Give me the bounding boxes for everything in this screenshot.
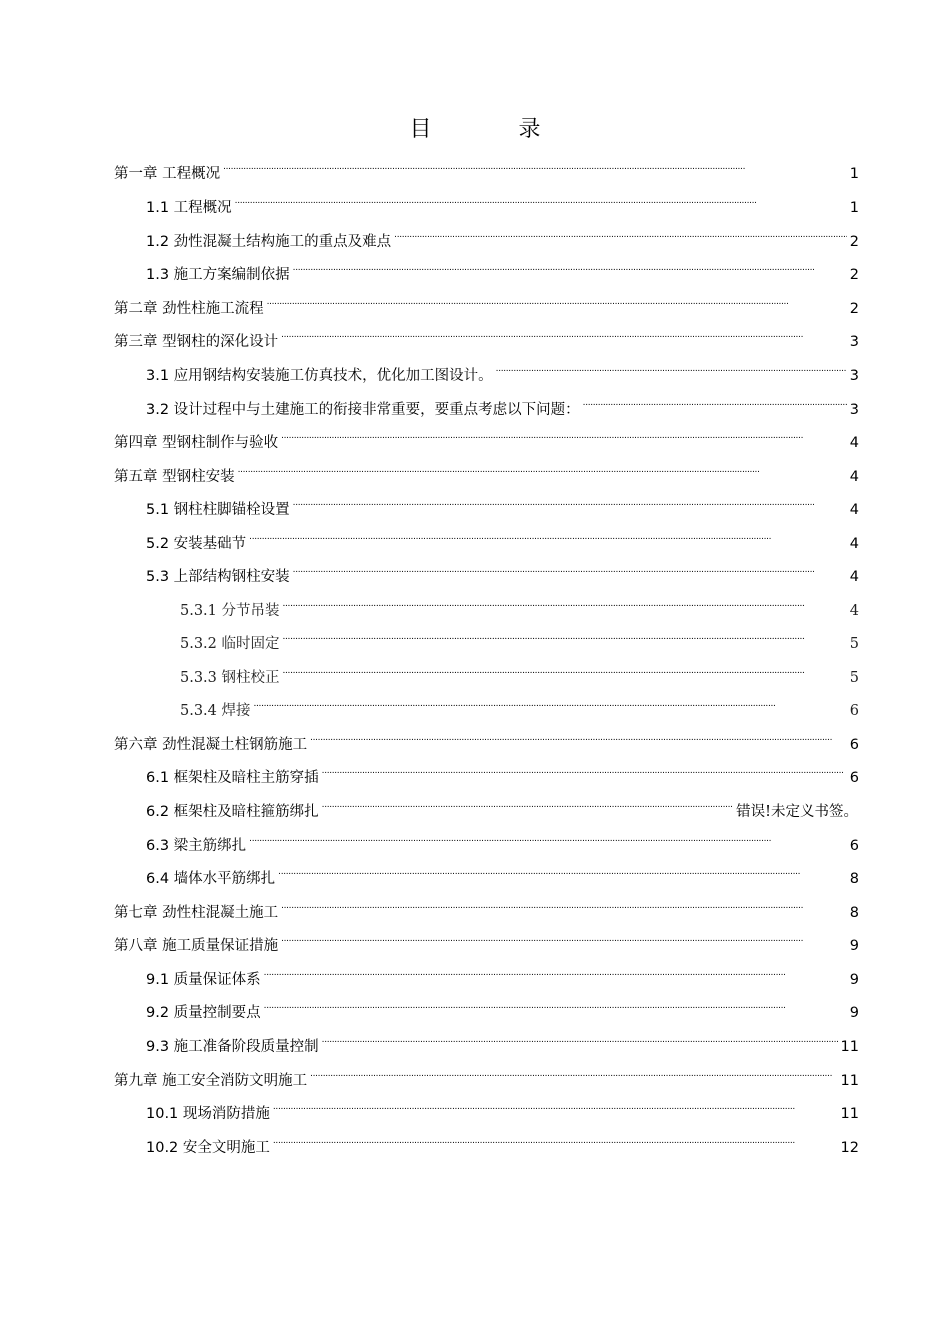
dot-leader — [322, 760, 847, 782]
dot-leader — [293, 257, 847, 279]
toc-entry-page: 6 — [849, 703, 859, 719]
toc-entry[interactable] — [114, 928, 859, 954]
toc-entry-label: 6.2 框架柱及暗柱箍筋绑扎 — [146, 804, 319, 820]
dot-leader — [267, 291, 847, 313]
toc-entry-label: 3.2 设计过程中与土建施工的衔接非常重要，要重点考虑以下问题： — [146, 402, 580, 418]
toc-entry[interactable] — [114, 156, 859, 182]
toc-title: 目 录 — [409, 117, 581, 142]
toc-entry-page: 4 — [849, 603, 859, 619]
toc-entry[interactable] — [146, 526, 859, 552]
toc-entry[interactable] — [146, 358, 859, 384]
dot-leader — [293, 492, 847, 514]
toc-entry-label: 1.1 工程概况 — [146, 200, 232, 216]
dot-leader — [283, 626, 847, 648]
toc-entry-label: 5.3.3 钢柱校正 — [180, 670, 280, 686]
toc-entry-label: 第四章 型钢柱制作与验收 — [114, 435, 279, 451]
toc-entry-page: 2 — [849, 301, 859, 317]
toc-entry-page: 1 — [849, 166, 859, 182]
toc-entry[interactable] — [114, 895, 859, 921]
dot-leader — [293, 559, 847, 581]
toc-entry-page: 4 — [849, 435, 859, 451]
toc-entry[interactable] — [146, 760, 859, 786]
toc-entry[interactable] — [146, 828, 859, 854]
toc-entry-page: 11 — [840, 1073, 859, 1089]
dot-leader — [235, 190, 847, 212]
dot-leader — [264, 995, 847, 1017]
toc-entry-label: 5.3.1 分节吊装 — [180, 603, 280, 619]
toc-entry[interactable] — [114, 459, 859, 485]
toc-entry[interactable] — [180, 626, 859, 652]
toc-entry-label: 第一章 工程概况 — [114, 166, 221, 182]
toc-entry-label: 第五章 型钢柱安装 — [114, 469, 235, 485]
toc-entry-page: 4 — [849, 502, 859, 518]
toc-entry-label: 6.3 梁主筋绑扎 — [146, 838, 247, 854]
dot-leader — [249, 526, 847, 548]
dot-leader — [278, 861, 847, 883]
toc-entry-page: 8 — [849, 871, 859, 887]
toc-entry[interactable] — [180, 660, 859, 686]
toc-entry[interactable] — [146, 559, 859, 585]
toc-entry[interactable] — [114, 425, 859, 451]
toc-entry-page: 11 — [840, 1039, 859, 1055]
toc-entry-label: 9.3 施工准备阶段质量控制 — [146, 1039, 319, 1055]
toc-entry-page: 3 — [849, 402, 859, 418]
toc-entry[interactable] — [114, 727, 859, 753]
toc-entry[interactable] — [146, 224, 859, 250]
toc-entry[interactable] — [114, 1063, 859, 1089]
toc-entry[interactable] — [180, 693, 859, 719]
dot-leader — [310, 1063, 837, 1085]
toc-entry-label: 第三章 型钢柱的深化设计 — [114, 334, 279, 350]
toc-entry[interactable] — [146, 995, 859, 1021]
toc-entry-page: 6 — [849, 737, 859, 753]
toc-entry-page: 6 — [849, 770, 859, 786]
toc-entry-label: 6.1 框架柱及暗柱主筋穿插 — [146, 770, 319, 786]
toc-entry-page: 5 — [849, 636, 859, 652]
dot-leader — [249, 828, 847, 850]
toc-entry[interactable] — [114, 324, 859, 350]
toc-entry-page: 6 — [849, 838, 859, 854]
toc-entry-page: 1 — [849, 200, 859, 216]
toc-entry-page: 12 — [840, 1140, 859, 1156]
toc-entry-label: 3.1 应用钢结构安装施工仿真技术，优化加工图设计。 — [146, 368, 493, 384]
dot-leader — [273, 1130, 838, 1152]
toc-entry-label: 5.1 钢柱柱脚锚栓设置 — [146, 502, 290, 518]
toc-entry-page: 11 — [840, 1106, 859, 1122]
toc-entry[interactable] — [146, 392, 859, 418]
dot-leader — [254, 693, 847, 715]
dot-leader — [281, 895, 847, 917]
toc-entry[interactable] — [146, 492, 859, 518]
toc-entry-label: 第七章 劲性柱混凝土施工 — [114, 905, 279, 921]
toc-entry-label: 第九章 施工安全消防文明施工 — [114, 1073, 308, 1089]
toc-entry[interactable] — [180, 593, 859, 619]
toc-entry[interactable] — [146, 190, 859, 216]
dot-leader — [583, 392, 847, 414]
dot-leader — [283, 660, 847, 682]
toc-entry-page: 4 — [849, 469, 859, 485]
toc-entry-label: 第六章 劲性混凝土柱钢筋施工 — [114, 737, 308, 753]
dot-leader — [310, 727, 847, 749]
dot-leader — [322, 794, 734, 816]
dot-leader — [283, 593, 847, 615]
toc-entry-page: 2 — [849, 234, 859, 250]
toc-entry-label: 5.3.2 临时固定 — [180, 636, 280, 652]
toc-entry-page: 9 — [849, 938, 859, 954]
toc-entry-label: 10.2 安全文明施工 — [146, 1140, 270, 1156]
toc-entry-label: 第八章 施工质量保证措施 — [114, 938, 279, 954]
dot-leader — [223, 156, 847, 178]
dot-leader — [394, 224, 847, 246]
toc-entry[interactable] — [146, 962, 859, 988]
toc-entry-label: 10.1 现场消防措施 — [146, 1106, 270, 1122]
toc-entry-label: 6.4 墙体水平筋绑扎 — [146, 871, 276, 887]
toc-entry-label: 9.1 质量保证体系 — [146, 972, 261, 988]
toc-entry-page: 4 — [849, 569, 859, 585]
toc-entry-label: 5.3.4 焊接 — [180, 703, 251, 719]
toc-entry-page: 4 — [849, 536, 859, 552]
toc-entry-page: 3 — [849, 368, 859, 384]
toc-entry-page: 错误!未定义书签。 — [736, 804, 858, 820]
toc-entry[interactable] — [114, 291, 859, 317]
toc-entry[interactable] — [146, 1130, 859, 1156]
toc-entry[interactable] — [146, 257, 859, 283]
dot-leader — [238, 459, 847, 481]
toc-entry-label: 1.2 劲性混凝土结构施工的重点及难点 — [146, 234, 392, 250]
toc-entry-label: 第二章 劲性柱施工流程 — [114, 301, 264, 317]
toc-entry-page: 2 — [849, 267, 859, 283]
dot-leader — [322, 1029, 838, 1051]
toc-entry-label: 1.3 施工方案编制依据 — [146, 267, 290, 283]
toc-entry-label: 9.2 质量控制要点 — [146, 1005, 261, 1021]
toc-entry[interactable] — [146, 861, 859, 887]
toc-entry-page: 5 — [849, 670, 859, 686]
dot-leader — [496, 358, 847, 380]
toc-entry[interactable] — [146, 794, 858, 820]
dot-leader — [264, 962, 847, 984]
toc-entry-page: 9 — [849, 972, 859, 988]
toc-entry[interactable] — [146, 1096, 859, 1122]
toc-entry-page: 9 — [849, 1005, 859, 1021]
toc-entry[interactable] — [146, 1029, 859, 1055]
toc-entry-label: 5.3 上部结构钢柱安装 — [146, 569, 290, 585]
toc-entry-page: 3 — [849, 334, 859, 350]
dot-leader — [281, 425, 847, 447]
toc-entry-label: 5.2 安装基础节 — [146, 536, 247, 552]
toc-entry-page: 8 — [849, 905, 859, 921]
dot-leader — [281, 928, 847, 950]
dot-leader — [281, 324, 847, 346]
dot-leader — [273, 1096, 838, 1118]
